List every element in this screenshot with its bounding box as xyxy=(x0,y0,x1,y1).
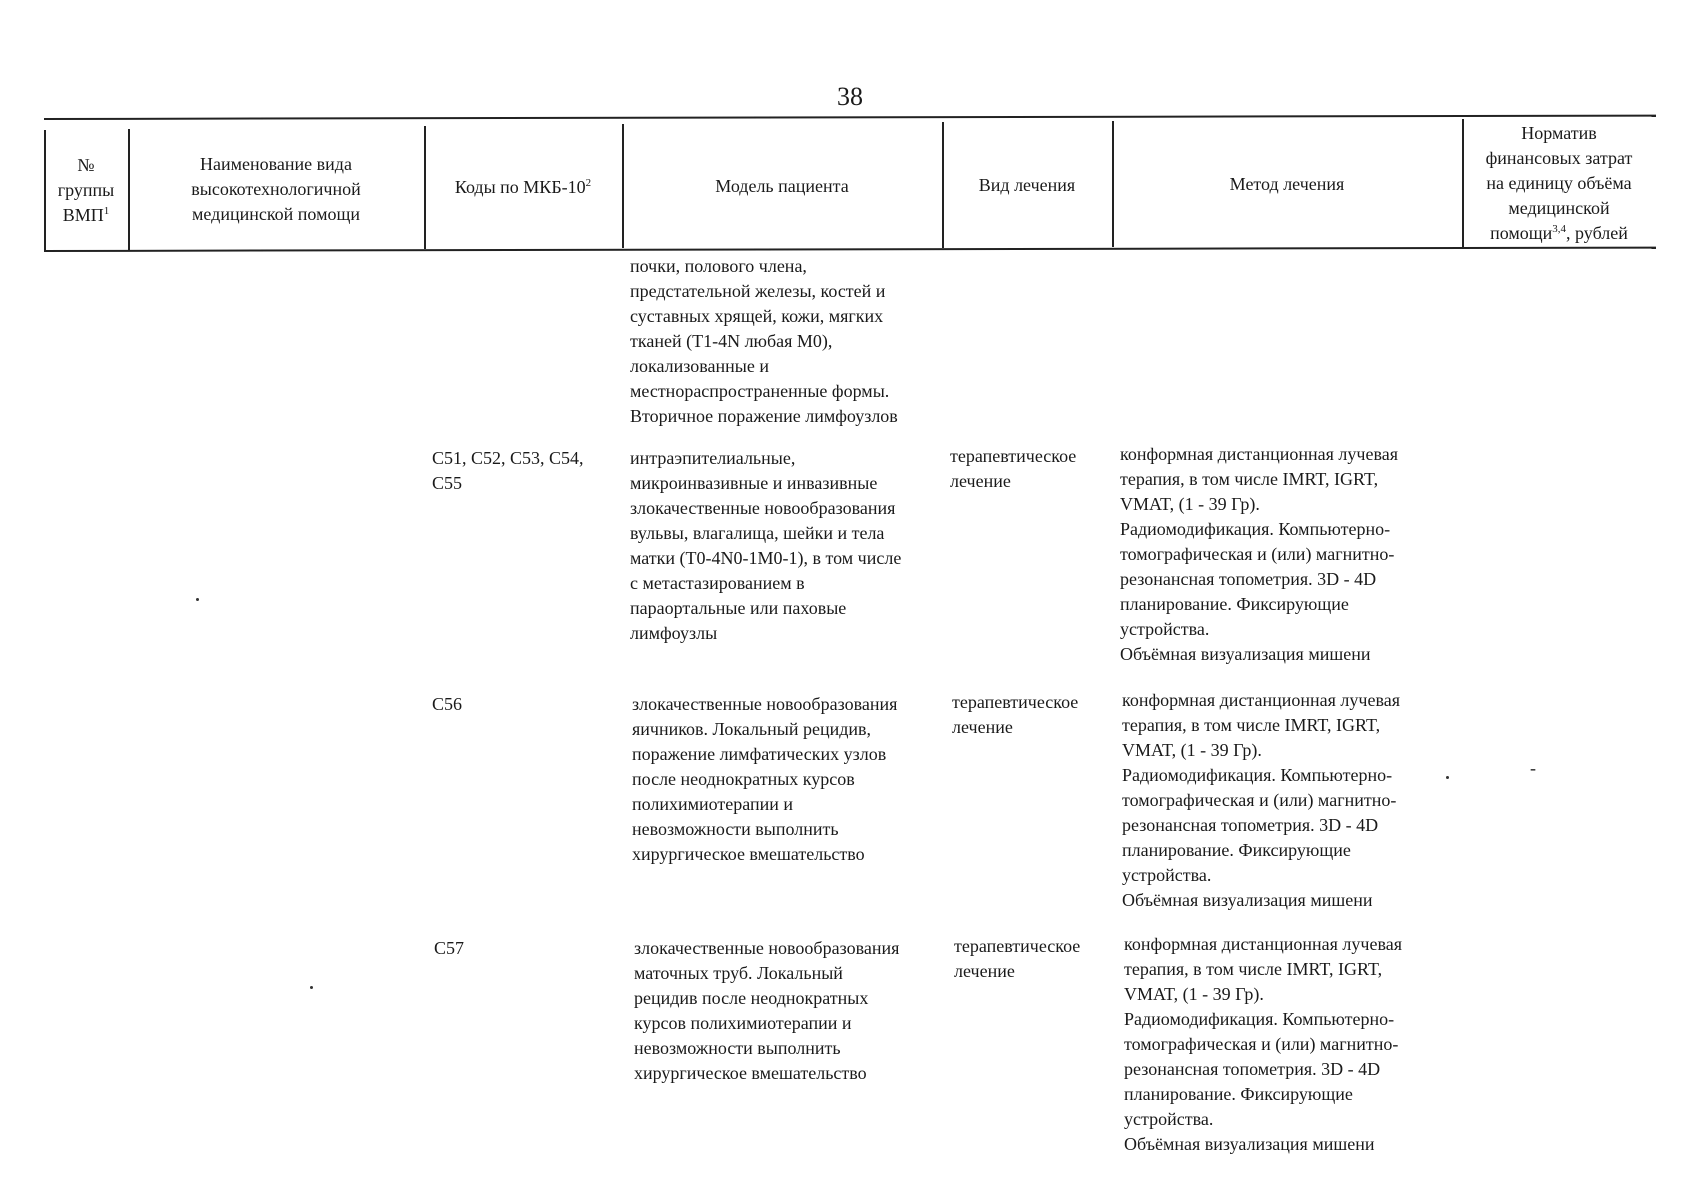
header-cost-line3: на единицу объёма xyxy=(1486,172,1632,193)
row-3-treatment-method: конформная дистанционная лучевая терапия, в том числе IMRT, IGRT, VMAT, (1 - 39 Гр). Радиомодификация. Компьютерно- томографическая и (или) магнитно- резонансная топометрия. 3D - 4D планирование. Фиксирующие устройства. Объёмная визуализация мишени xyxy=(1124,934,1402,1154)
footnote-3-4: 3,4 xyxy=(1552,222,1567,235)
row-3-patient-model: злокачественные новообразования маточных труб. Локальный рецидив после неоднократных курсов полихимиотерапии и невозможности выполнить хирургическое вмешательство xyxy=(634,938,900,1083)
row-2-treatment-type: терапевтическое лечение xyxy=(952,692,1079,737)
header-icd-codes: Коды по МКБ-$10^2$ xyxy=(454,177,592,197)
header-group-number xyxy=(44,130,128,250)
row-3-icd-codes: C57 xyxy=(434,938,465,958)
row-2-icd-codes: C56 xyxy=(432,694,463,714)
header-top-rule xyxy=(44,115,1656,120)
footnote-2: 2 xyxy=(585,177,592,189)
header-cost-line5: помощи$^{3,4}$, рублей xyxy=(1490,222,1628,243)
scan-speck xyxy=(196,598,199,601)
continuation-patient-model: почки, полового члена, предстательной железы, костей и суставных хрящей, кожи, мягких тканей (T1-4N любая M0), локализованные и местнораспространенные формы. Вторичное поражение лимфоузлов xyxy=(630,256,898,426)
footnote-1: 1 xyxy=(103,204,110,217)
header-care-type-name xyxy=(128,129,424,250)
page-number: 38 xyxy=(837,82,863,111)
header-group-number-line1: № xyxy=(77,154,95,175)
header-group-number-line2: группы xyxy=(57,179,115,200)
row-1-icd-codes: C51, C52, C53, C54, C55 xyxy=(432,448,584,493)
header-cost-standard xyxy=(1462,119,1656,247)
header-treatment-type: Вид лечения xyxy=(978,174,1076,195)
scan-speck xyxy=(1446,776,1449,779)
row-1-treatment-method: конформная дистанционная лучевая терапия, в том числе IMRT, IGRT, VMAT, (1 - 39 Гр). Радиомодификация. Компьютерно- томографическая и (или) магнитно- резонансная топометрия. 3D - 4D планирование. Фиксирующие устройства. Объёмная визуализация мишени xyxy=(1120,444,1398,664)
row-3-treatment-type: терапевтическое лечение xyxy=(954,936,1081,981)
row-2-cost: - xyxy=(1530,758,1536,778)
row-1-patient-model: интраэпителиальные, микроинвазивные и инвазивные злокачественные новообразования вульвы, влагалища, шейки и тела матки (T0-4N0-1M0-1), в том числе с метастазированием в параортальные или паховые лимфоузлы xyxy=(630,448,902,643)
row-2-patient-model: злокачественные новообразования яичников. Локальный рецидив, поражение лимфатических узлов после неоднократных курсов полихимиотерапии и невозможности выполнить хирургическое вмешательство xyxy=(632,694,898,864)
header-treatment-method: Метод лечения xyxy=(1229,173,1345,194)
header-care-type-line3: медицинской помощи xyxy=(192,204,360,224)
row-2-treatment-method: конформная дистанционная лучевая терапия, в том числе IMRT, IGRT, VMAT, (1 - 39 Гр). Радиомодификация. Компьютерно- томографическая и (или) магнитно- резонансная топометрия. 3D - 4D планирование. Фиксирующие устройства. Объёмная визуализация мишени xyxy=(1122,690,1400,910)
header-cost-line2: финансовых затрат xyxy=(1485,147,1633,168)
header-cost-line4: медицинской xyxy=(1508,197,1610,218)
header-group-number-line3: ВМП$^1$ xyxy=(62,204,110,225)
header-cost-line1: Норматив xyxy=(1521,122,1597,143)
scan-speck xyxy=(310,986,313,989)
header-care-type-line1: Наименование вида xyxy=(200,154,352,174)
header-patient-model: Модель пациента xyxy=(715,175,849,196)
row-1-treatment-type: терапевтическое лечение xyxy=(950,446,1077,491)
header-care-type-line2: высокотехнологичной xyxy=(191,179,361,199)
